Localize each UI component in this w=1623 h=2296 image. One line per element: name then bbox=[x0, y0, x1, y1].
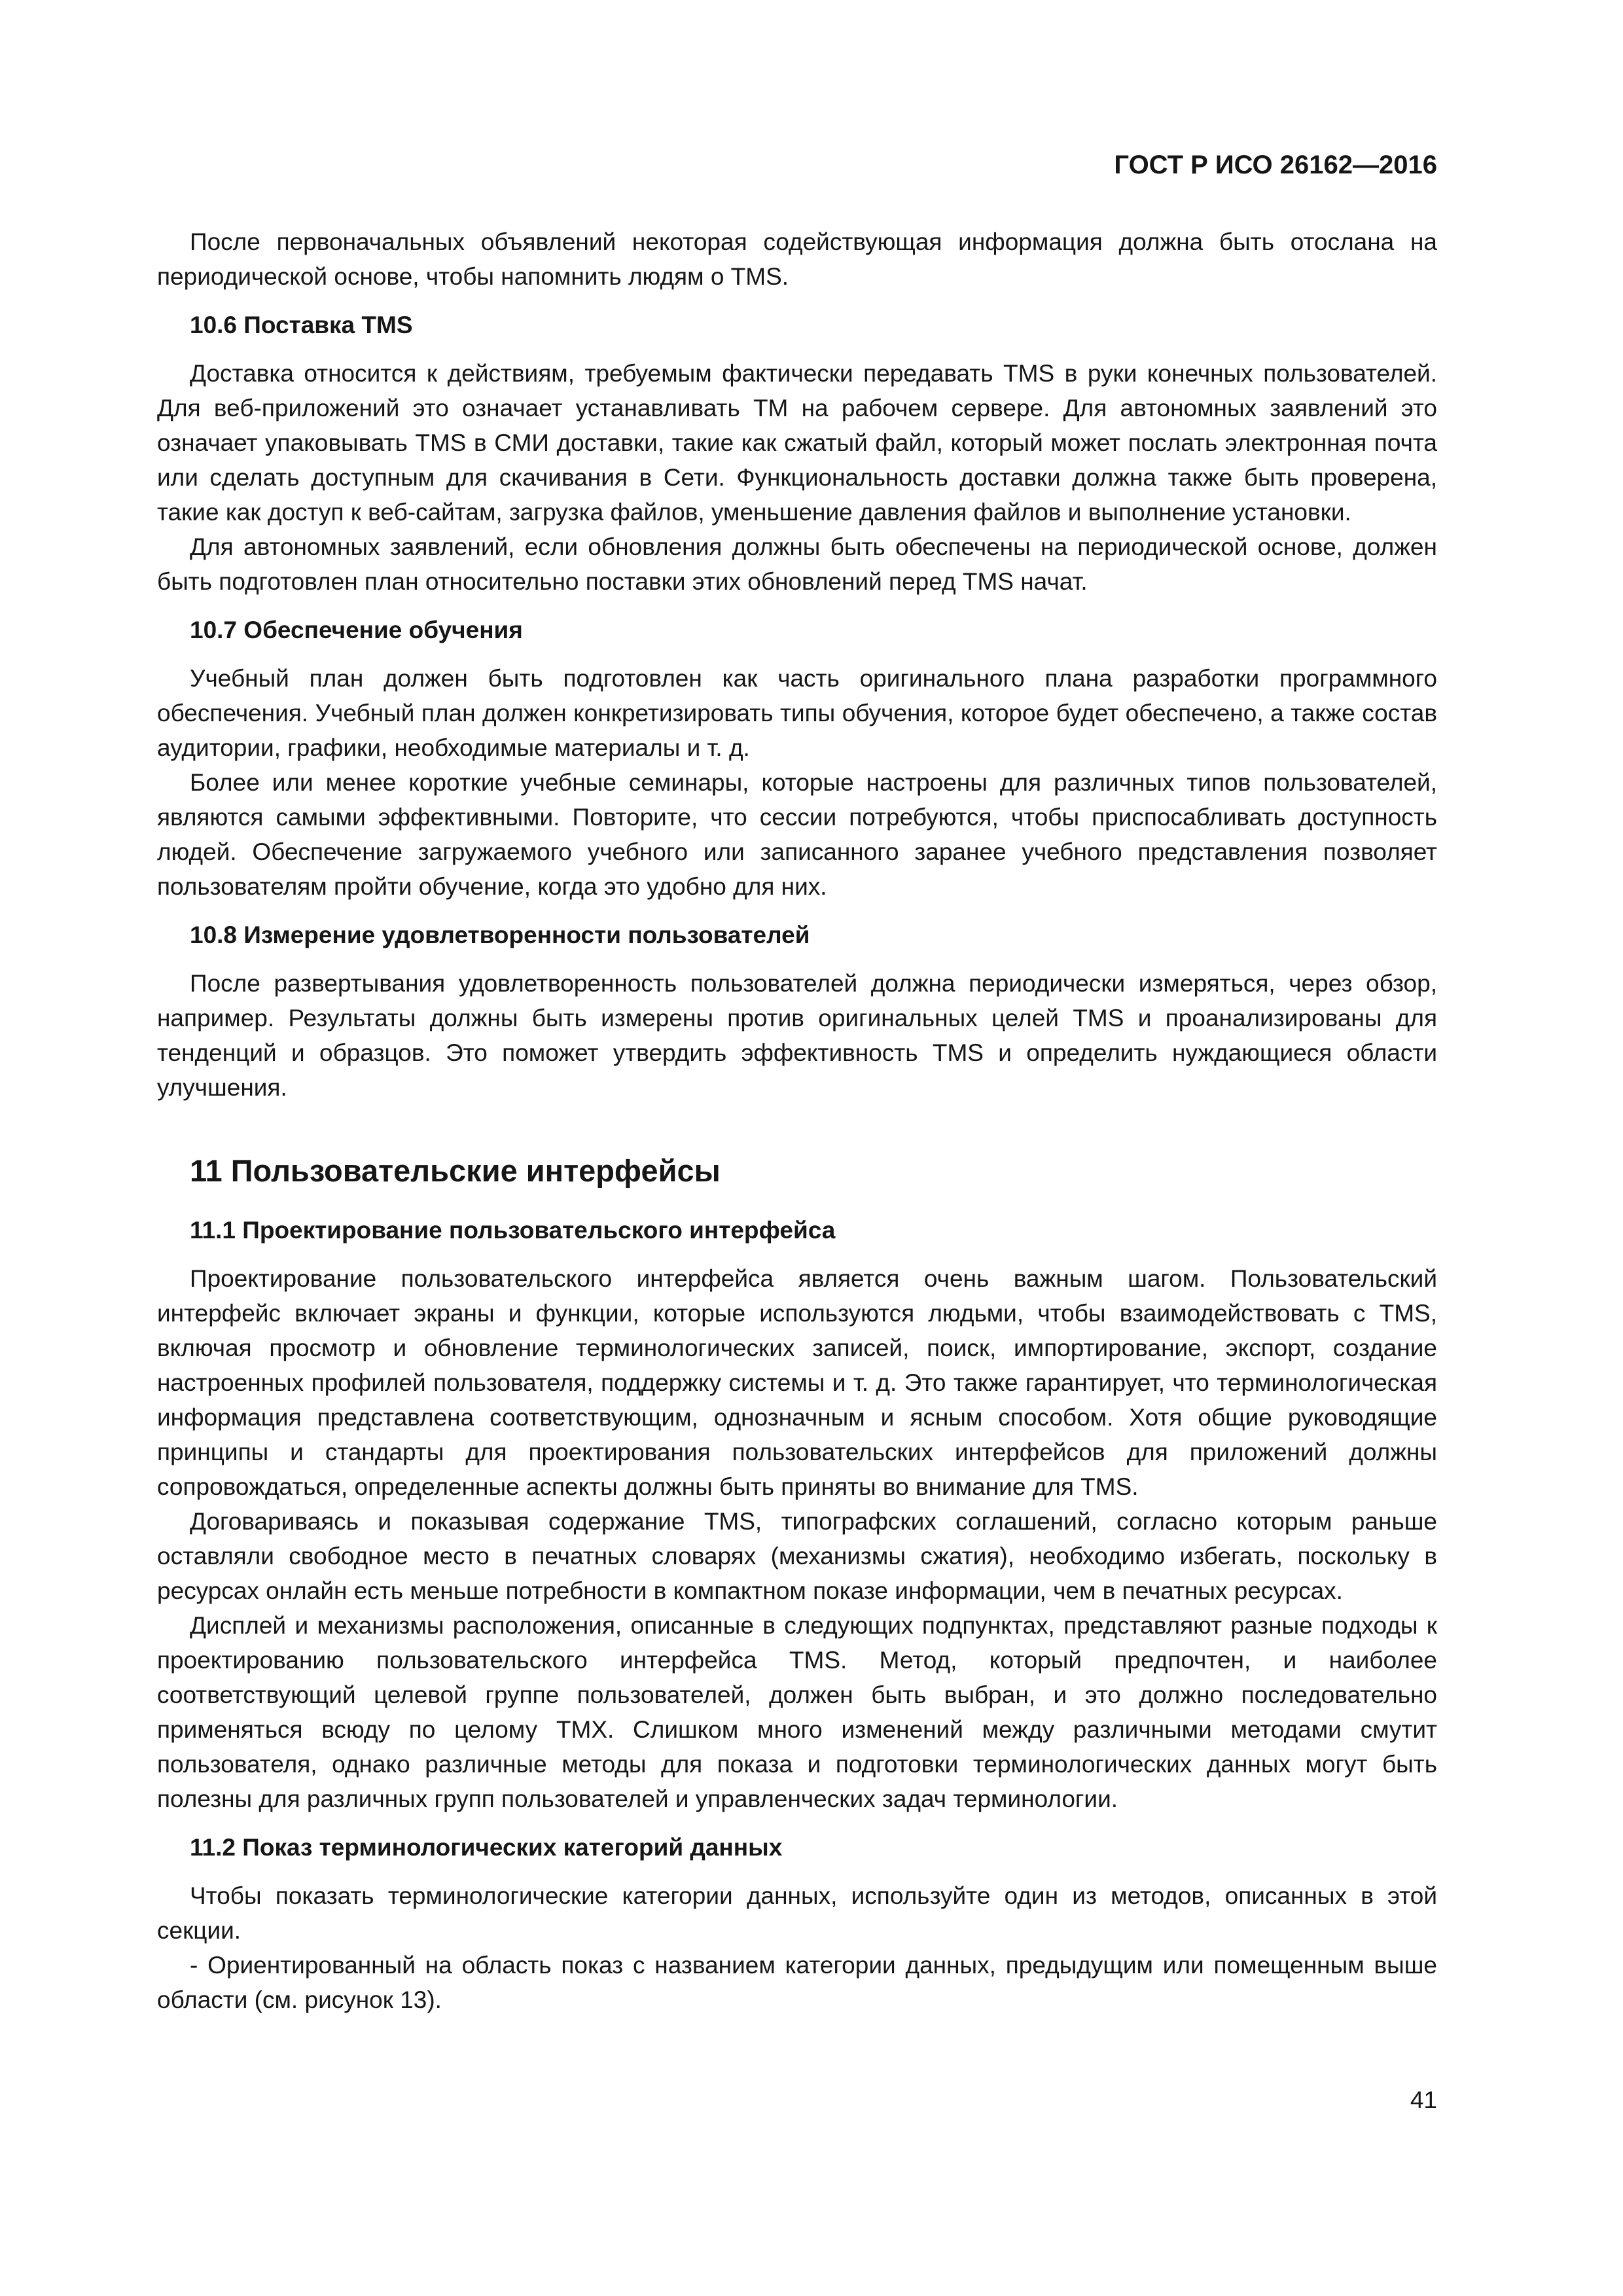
section-10-8-heading: 10.8 Измерение удовлетворенности пользователей bbox=[190, 922, 810, 948]
section-10-8-paragraph-1: После развертывания удовлетворенность пользователей должна периодически измеряться, через обзор, например. Результаты должны быть измерены против оригинальных целей TMS и проанализированы для тенденций и образцов. Это поможет утвердить эффективность TMS и определить нуждающиеся области улучшения. bbox=[157, 970, 1437, 1101]
section-11-1-paragraph-2: Договариваясь и показывая содержание TMS, типографских соглашений, согласно которым раньше оставляли свободное место в печатных словарях (механизмы сжатия), необходимо избегать, поскольку в ресурсах онлайн есть меньше потребности в компактном показе информации, чем в печатных ресурсах. bbox=[157, 1508, 1437, 1604]
section-11-1-paragraph-3: Дисплей и механизмы расположения, описанные в следующих подпунктах, представляют разные подходы к проектированию пользовательского интерфейса TMS. Метод, который предпочтен, и наиболее соответствующий целевой группе пользователей, должен быть выбран, и это должно последовательно применяться всюду по целому ТМХ. Слишком много изменений между различными методами смутит пользователя, однако различные методы для показа и подготовки терминологических данных могут быть полезны для различных групп пользователей и управленческих задач терминологии. bbox=[157, 1612, 1437, 1812]
section-11-1-heading: 11.1 Проектирование пользовательского интерфейса bbox=[190, 1217, 836, 1244]
section-11-2-heading: 11.2 Показ терминологических категорий данных bbox=[190, 1834, 783, 1861]
intro-paragraph: После первоначальных объявлений некоторая содействующая информация должна быть отослана на периодической основе, чтобы напомнить людям о TMS. bbox=[157, 228, 1437, 290]
section-10-7-paragraph-1: Учебный план должен быть подготовлен как часть оригинального плана разработки программного обеспечения. Учебный план должен конкретизировать типы обучения, которое будет обеспечено, а также состав аудитории, графики, необходимые материалы и т. д. bbox=[157, 665, 1437, 761]
section-10-6-paragraph-1: Доставка относится к действиям, требуемым фактически передавать TMS в руки конечных пользователей. Для веб-приложений это означает устанавливать ТМ на рабочем сервере. Для автономных заявлений это означает упаковывать TMS в СМИ доставки, такие как сжатый файл, который может послать электронная почта или сделать доступным для скачивания в Сети. Функциональность доставки должна также быть проверена, такие как доступ к веб-сайтам, загрузка файлов, уменьшение давления файлов и выполнение установки. bbox=[157, 360, 1437, 526]
document-code: ГОСТ Р ИСО 26162—2016 bbox=[1114, 151, 1437, 179]
section-10-6-paragraph-2: Для автономных заявлений, если обновления должны быть обеспечены на периодической основе, должен быть подготовлен план относительно поставки этих обновлений перед TMS начат. bbox=[157, 533, 1437, 595]
page-content bbox=[157, 224, 1437, 2017]
section-10-7-paragraph-2: Более или менее короткие учебные семинары, которые настроены для различных типов пользователей, являются самыми эффективными. Повторите, что сессии потребуются, чтобы приспосабливать доступность людей. Обеспечение загружаемого учебного или записанного заранее учебного представления позволяет пользователям пройти обучение, когда это удобно для них. bbox=[157, 769, 1437, 900]
section-11-heading: 11 Пользовательские интерфейсы bbox=[190, 1153, 721, 1188]
section-11-1-paragraph-1: Проектирование пользовательского интерфейса является очень важным шагом. Пользовательский интерфейс включает экраны и функции, которые используются людьми, чтобы взаимодействовать с TMS, включая просмотр и обновление терминологических записей, поиск, импортирование, экспорт, создание настроенных профилей пользователя, поддержку системы и т. д. Это также гарантирует, что терминологическая информация представлена соответствующим, однозначным и ясным способом. Хотя общие руководящие принципы и стандарты для проектирования пользовательских интерфейсов для приложений должны сопровождаться, определенные аспекты должны быть приняты во внимание для TMS. bbox=[157, 1265, 1437, 1500]
section-11-2-list-item: - Ориентированный на область показ с названием категории данных, предыдущим или помещенным выше области (см. рисунок 13). bbox=[157, 1952, 1437, 2013]
section-10-6-heading: 10.6 Поставка TMS bbox=[190, 312, 413, 338]
page-number: 41 bbox=[1410, 2087, 1437, 2113]
section-10-7-heading: 10.7 Обеспечение обучения bbox=[190, 617, 523, 643]
section-11-2-paragraph-1: Чтобы показать терминологические категории данных, используйте один из методов, описанных в этой секции. bbox=[157, 1882, 1437, 1944]
